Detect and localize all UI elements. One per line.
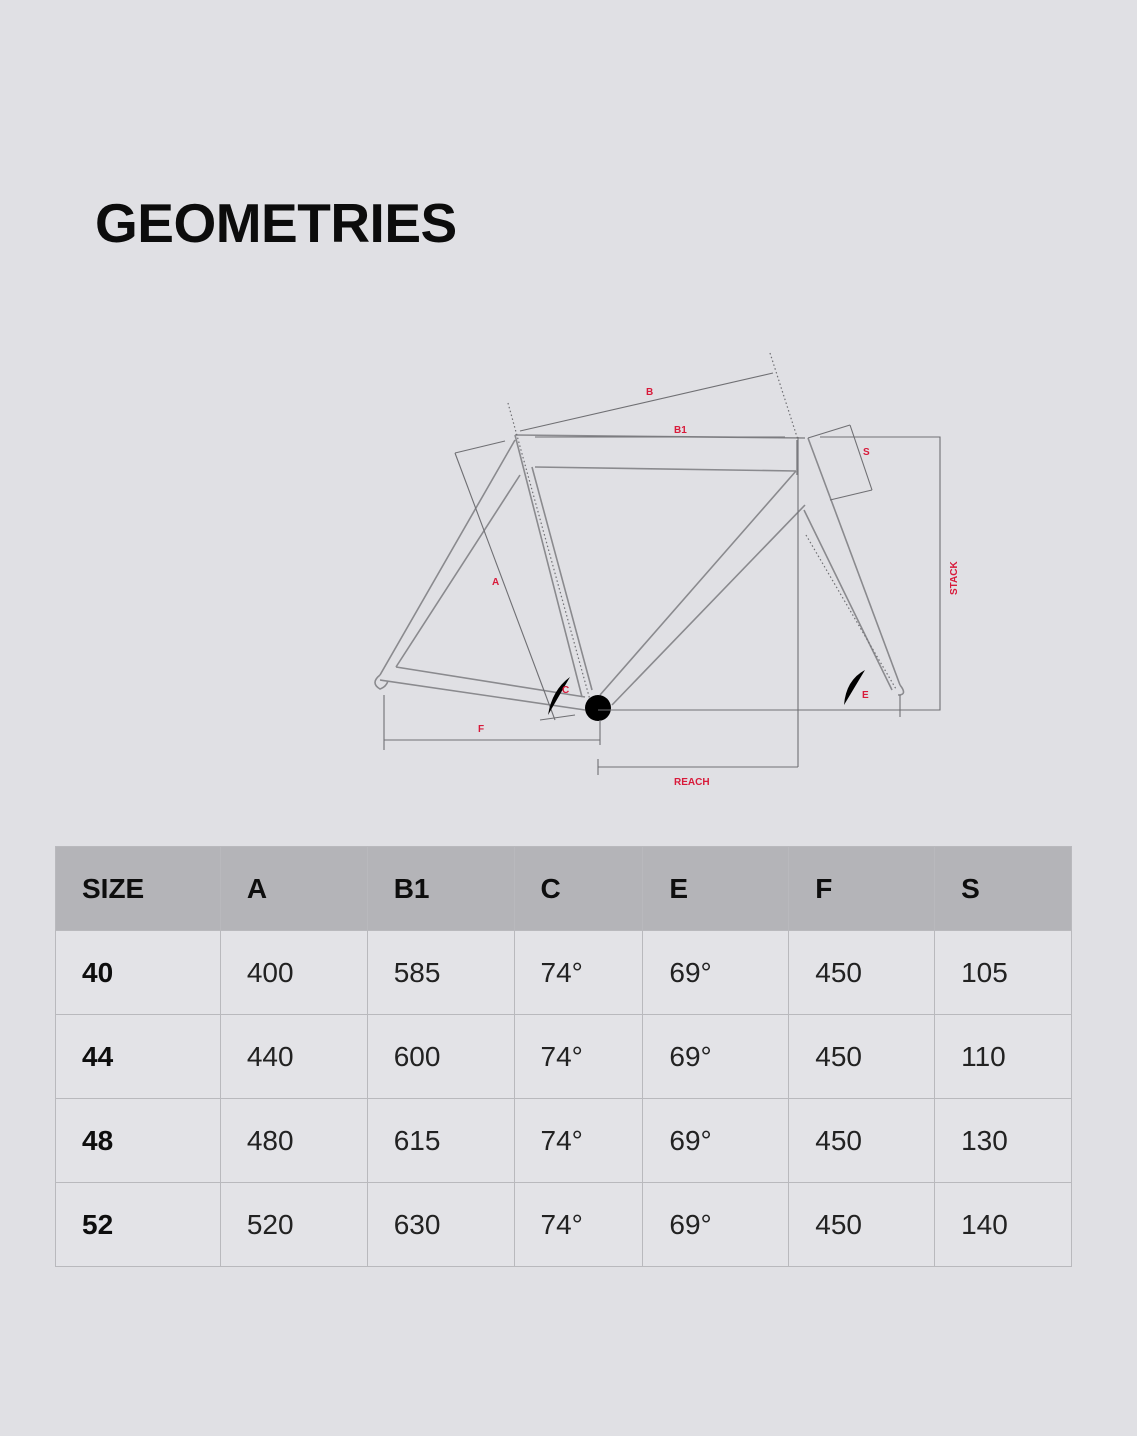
cell-c: 74° xyxy=(514,931,643,1015)
cell-size: 48 xyxy=(56,1099,221,1183)
cell-s: 110 xyxy=(935,1015,1072,1099)
dimension-lines xyxy=(384,373,940,775)
cell-b1: 600 xyxy=(367,1015,514,1099)
fork-blade-rear xyxy=(804,510,892,690)
bottom-bracket-inner xyxy=(590,700,606,716)
label-f: F xyxy=(478,724,485,735)
cell-size: 44 xyxy=(56,1015,221,1099)
top-tube-inner xyxy=(535,467,796,471)
down-tube-outer xyxy=(612,505,805,705)
header-size: SIZE xyxy=(56,847,221,931)
table-header-row xyxy=(56,847,1072,931)
table-row xyxy=(56,1183,1072,1267)
label-s: S xyxy=(863,447,870,458)
label-reach: REACH xyxy=(674,777,710,788)
angle-c-arc xyxy=(548,677,570,715)
dim-a xyxy=(455,453,555,720)
geometry-table xyxy=(55,846,1072,1267)
cell-e: 69° xyxy=(643,1015,789,1099)
frame-geometry-svg xyxy=(360,345,980,795)
cell-e: 69° xyxy=(643,1099,789,1183)
fork-axis xyxy=(806,535,896,689)
dim-stack xyxy=(598,437,940,710)
down-tube xyxy=(600,471,796,695)
frame-geometry-diagram xyxy=(360,345,980,795)
seat-tube xyxy=(515,435,582,697)
fork-blade-front xyxy=(808,438,900,685)
header-f: F xyxy=(789,847,935,931)
label-b1: B1 xyxy=(674,425,687,436)
cell-s: 105 xyxy=(935,931,1072,1015)
cell-a: 400 xyxy=(220,931,367,1015)
cell-size: 40 xyxy=(56,931,221,1015)
table-row xyxy=(56,1099,1072,1183)
seat-tube-inner xyxy=(532,467,592,690)
header-e: E xyxy=(643,847,789,931)
cell-c: 74° xyxy=(514,1015,643,1099)
seat-stay xyxy=(380,440,515,675)
cell-e: 69° xyxy=(643,1183,789,1267)
header-b1: B1 xyxy=(367,847,514,931)
rear-dropout xyxy=(375,675,388,689)
bike-frame xyxy=(375,435,904,721)
label-c: C xyxy=(562,685,570,696)
cell-b1: 585 xyxy=(367,931,514,1015)
table-row xyxy=(56,931,1072,1015)
table-row xyxy=(56,1015,1072,1099)
page-title: GEOMETRIES xyxy=(95,192,457,254)
dim-b xyxy=(520,373,773,431)
cell-a: 520 xyxy=(220,1183,367,1267)
label-e: E xyxy=(862,690,869,701)
chain-stay xyxy=(380,680,585,710)
label-stack: STACK xyxy=(949,561,960,595)
steerer-axis xyxy=(770,353,798,440)
seat-axis xyxy=(508,403,590,700)
cell-b1: 615 xyxy=(367,1099,514,1183)
cell-b1: 630 xyxy=(367,1183,514,1267)
cell-s: 140 xyxy=(935,1183,1072,1267)
bb-axle-line xyxy=(540,715,575,720)
cell-c: 74° xyxy=(514,1099,643,1183)
cell-a: 440 xyxy=(220,1015,367,1099)
cell-f: 450 xyxy=(789,1015,935,1099)
header-a: A xyxy=(220,847,367,931)
label-a: A xyxy=(492,577,500,588)
label-b: B xyxy=(646,387,654,398)
dim-s-top xyxy=(808,425,850,438)
cell-c: 74° xyxy=(514,1183,643,1267)
dim-a-cap xyxy=(455,441,505,453)
seat-stay-inner xyxy=(396,475,520,667)
header-c: C xyxy=(514,847,643,931)
dim-s-bottom xyxy=(830,490,872,500)
cell-e: 69° xyxy=(643,931,789,1015)
header-s: S xyxy=(935,847,1072,931)
cell-a: 480 xyxy=(220,1099,367,1183)
cell-f: 450 xyxy=(789,1099,935,1183)
cell-s: 130 xyxy=(935,1099,1072,1183)
cell-f: 450 xyxy=(789,931,935,1015)
fork-dropout xyxy=(898,685,904,695)
cell-f: 450 xyxy=(789,1183,935,1267)
cell-size: 52 xyxy=(56,1183,221,1267)
